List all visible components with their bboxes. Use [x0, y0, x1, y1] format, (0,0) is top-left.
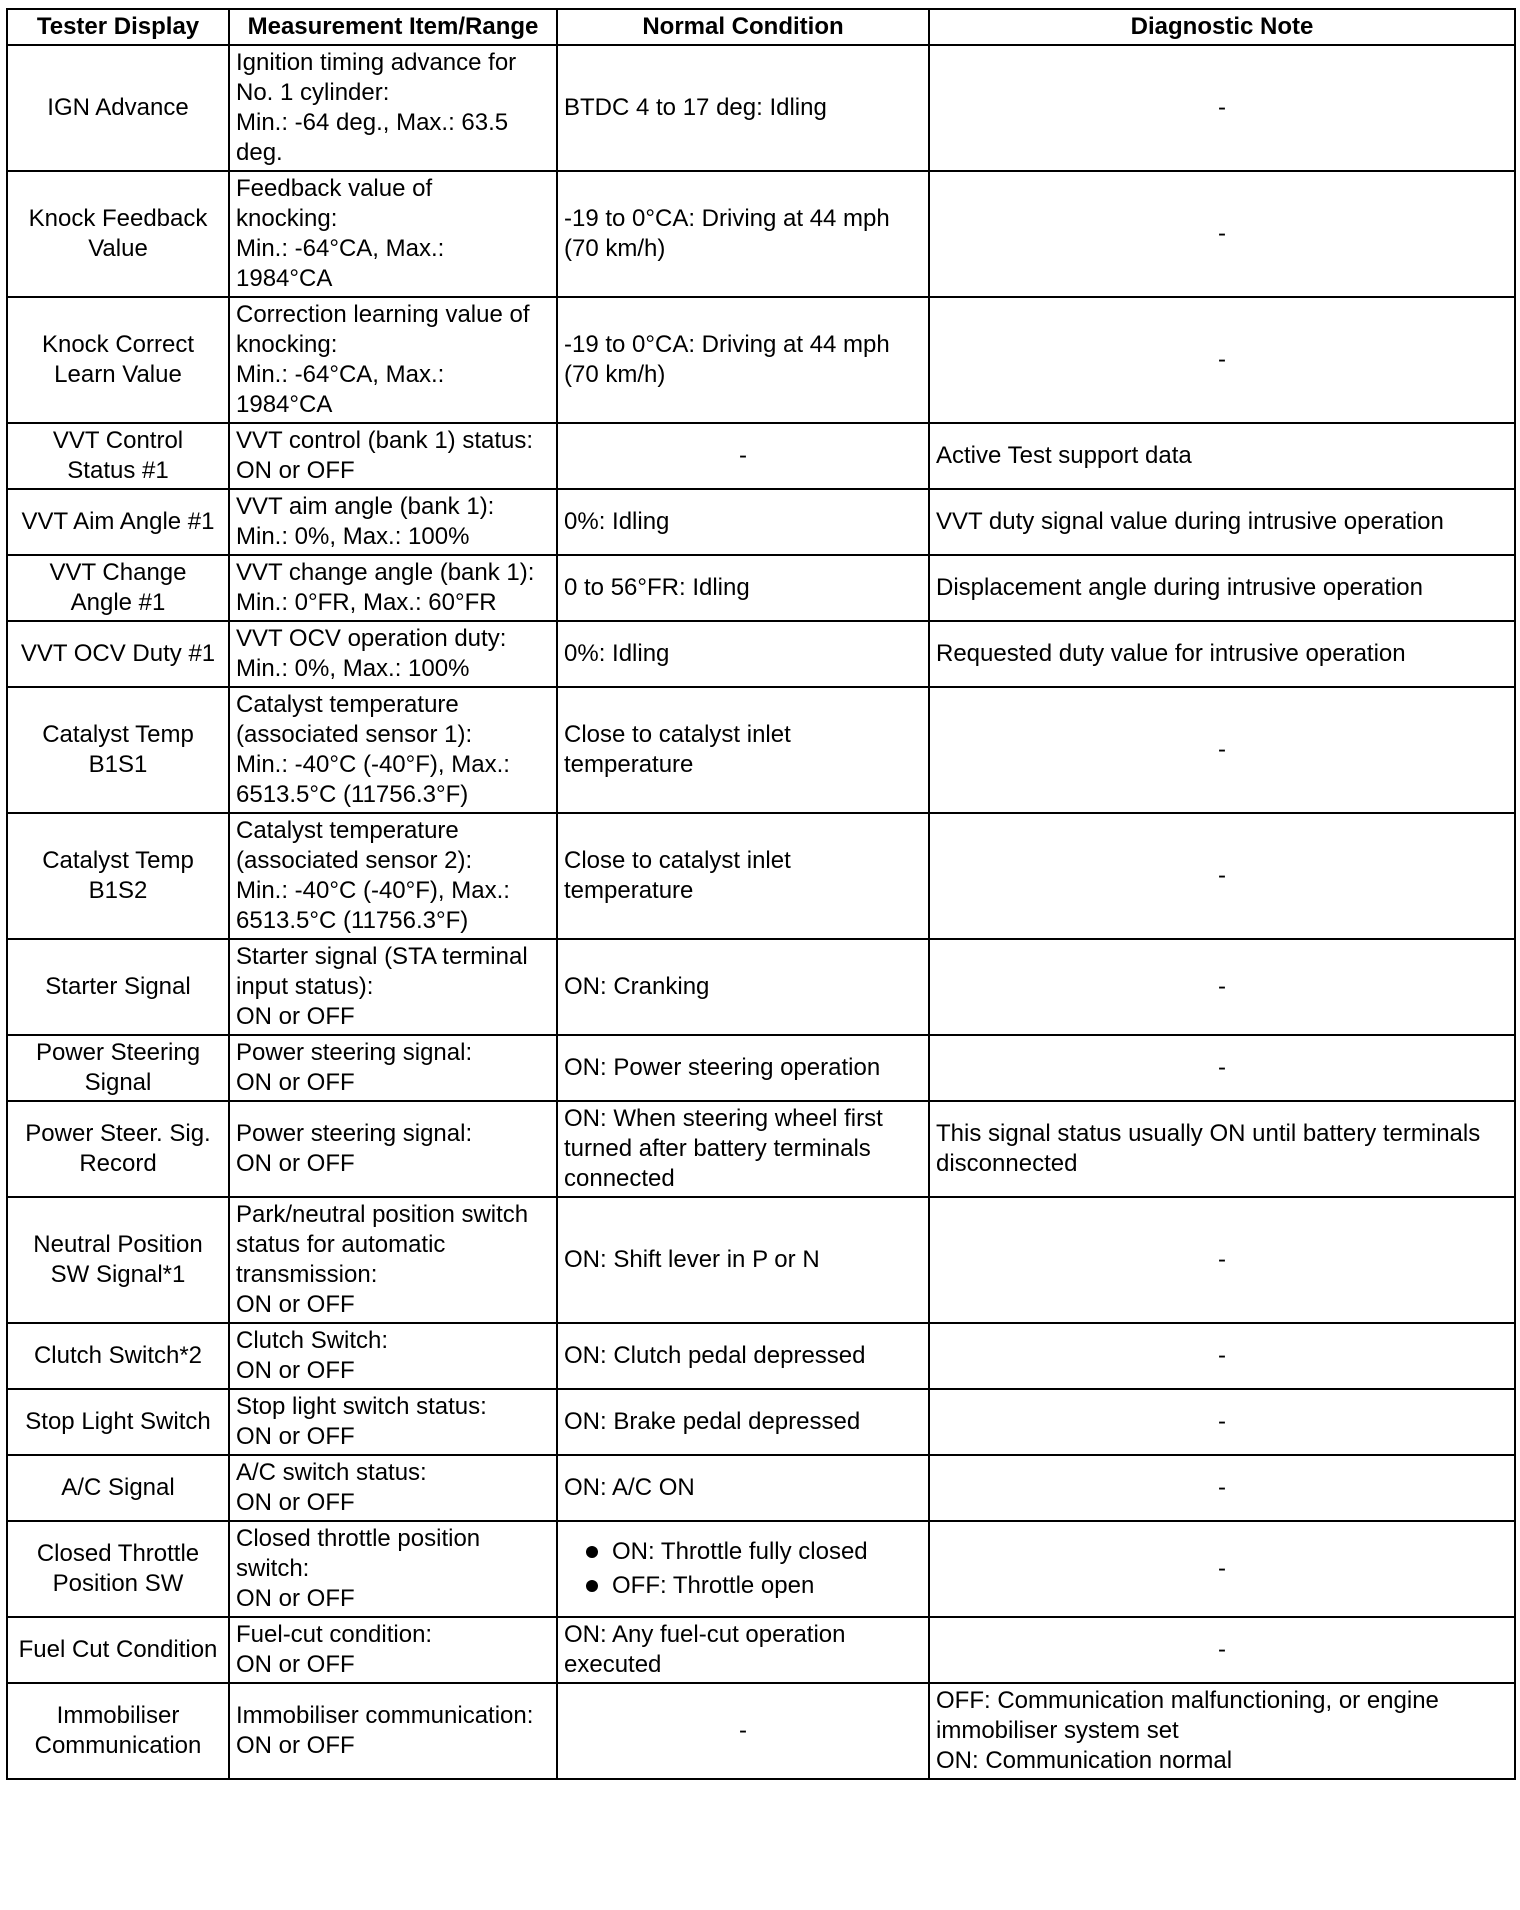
- diagnostic-note-cell: [929, 1521, 1515, 1617]
- header-diagnostic-note: Diagnostic Note: [929, 9, 1515, 45]
- data-list-table: [6, 8, 1516, 1780]
- cell-line: VVT OCV Duty #1: [20, 640, 216, 667]
- bullet-item: OFF: Throttle open: [586, 1569, 922, 1603]
- cell-line: ON or OFF: [236, 1150, 355, 1177]
- diagnostic-note-cell: [929, 45, 1515, 171]
- table-row: [7, 423, 1515, 489]
- cell-line: input status):: [236, 973, 374, 1000]
- diagnostic-note-cell: [929, 171, 1515, 297]
- cell-line: temperature: [564, 877, 694, 904]
- diagnostic-note-cell: [929, 687, 1515, 813]
- cell-line: Close to catalyst inlet: [564, 721, 791, 748]
- cell-line: temperature: [564, 751, 694, 778]
- cell-line: -: [739, 442, 747, 469]
- diagnostic-note-cell: [929, 297, 1515, 423]
- tester-display-cell: [7, 423, 229, 489]
- cell-line: OFF: Communication malfunctioning, or engine: [936, 1687, 1439, 1714]
- bullet-item: ON: Throttle fully closed: [586, 1535, 922, 1569]
- cell-line: B1S2: [88, 877, 148, 904]
- cell-line: Catalyst Temp: [42, 721, 194, 748]
- header-tester-display: Tester Display: [7, 9, 229, 45]
- cell-line: Catalyst Temp: [42, 847, 194, 874]
- cell-line: Position SW: [52, 1570, 184, 1597]
- cell-line: 1984°CA: [236, 391, 333, 418]
- cell-line: Min.: -64 deg., Max.: 63.5: [236, 109, 509, 136]
- cell-line: status for automatic: [236, 1231, 446, 1258]
- diagnostic-note-cell: [929, 1197, 1515, 1323]
- diagnostic-note-cell: [929, 1683, 1515, 1779]
- tester-display-cell: [7, 687, 229, 813]
- cell-line: (70 km/h): [564, 235, 666, 262]
- measurement-cell: [229, 939, 557, 1035]
- cell-line: Catalyst temperature: [236, 691, 459, 718]
- cell-line: Min.: -40°C (-40°F), Max.:: [236, 877, 510, 904]
- cell-line: ON or OFF: [236, 1651, 355, 1678]
- tester-display-cell: [7, 1389, 229, 1455]
- table-header-row: [7, 9, 1515, 45]
- cell-line: Closed throttle position: [236, 1525, 481, 1552]
- cell-line: ON: Clutch pedal depressed: [564, 1342, 866, 1369]
- measurement-cell: [229, 1035, 557, 1101]
- cell-line: ON or OFF: [236, 1357, 355, 1384]
- diagnostic-note-cell: [929, 1455, 1515, 1521]
- cell-line: ON: When steering wheel first: [564, 1105, 883, 1132]
- cell-line: Angle #1: [70, 589, 166, 616]
- table-row: [7, 489, 1515, 555]
- cell-line: Displacement angle during intrusive operation: [936, 574, 1423, 601]
- table-row: [7, 1323, 1515, 1389]
- tester-display-cell: [7, 1521, 229, 1617]
- cell-line: Immobiliser communication:: [236, 1702, 534, 1729]
- cell-line: Min.: 0%, Max.: 100%: [236, 523, 470, 550]
- diagnostic-note-cell: [929, 423, 1515, 489]
- cell-line: BTDC 4 to 17 deg: Idling: [564, 94, 827, 121]
- cell-line: -19 to 0°CA: Driving at 44 mph: [564, 331, 890, 358]
- measurement-cell: [229, 621, 557, 687]
- measurement-cell: [229, 423, 557, 489]
- data-list-table-container: [6, 8, 1516, 1780]
- bullet-list: [564, 1535, 922, 1603]
- cell-line: switch:: [236, 1555, 310, 1582]
- normal-condition-cell: [557, 555, 929, 621]
- cell-line: 0%: Idling: [564, 640, 670, 667]
- cell-line: ON or OFF: [236, 1423, 355, 1450]
- cell-line: Power Steering: [35, 1039, 201, 1066]
- table-row: [7, 1197, 1515, 1323]
- cell-line: Fuel-cut condition:: [236, 1621, 433, 1648]
- diagnostic-note-cell: [929, 1101, 1515, 1197]
- cell-line: ON or OFF: [236, 1069, 355, 1096]
- cell-line: 6513.5°C (11756.3°F): [236, 907, 469, 934]
- normal-condition-cell: [557, 813, 929, 939]
- measurement-cell: [229, 555, 557, 621]
- cell-line: Power steering signal:: [236, 1039, 473, 1066]
- cell-line: ON or OFF: [236, 1003, 355, 1030]
- cell-line: Requested duty value for intrusive operation: [936, 640, 1406, 667]
- table-row: [7, 1617, 1515, 1683]
- cell-line: ON or OFF: [236, 1291, 355, 1318]
- cell-line: Clutch Switch*2: [33, 1342, 203, 1369]
- tester-display-cell: [7, 1683, 229, 1779]
- cell-line: immobiliser system set: [936, 1717, 1179, 1744]
- cell-line: ON: Cranking: [564, 973, 710, 1000]
- normal-condition-cell: [557, 423, 929, 489]
- table-row: [7, 45, 1515, 171]
- measurement-cell: [229, 1389, 557, 1455]
- cell-line: IGN Advance: [47, 94, 189, 121]
- cell-line: connected: [564, 1165, 675, 1192]
- tester-display-cell: [7, 1455, 229, 1521]
- diagnostic-note-cell: [929, 1617, 1515, 1683]
- cell-line: Learn Value: [54, 361, 182, 388]
- header-normal-condition: Normal Condition: [557, 9, 929, 45]
- table-row: [7, 1101, 1515, 1197]
- cell-line: Min.: -40°C (-40°F), Max.:: [236, 751, 510, 778]
- normal-condition-cell: [557, 297, 929, 423]
- measurement-cell: [229, 1197, 557, 1323]
- cell-line: Ignition timing advance for: [236, 49, 517, 76]
- diagnostic-note-cell: [929, 1389, 1515, 1455]
- cell-line: -: [1218, 220, 1226, 247]
- measurement-cell: [229, 45, 557, 171]
- cell-line: -: [1218, 973, 1226, 1000]
- cell-line: -: [1218, 736, 1226, 763]
- cell-line: Stop light switch status:: [236, 1393, 487, 1420]
- cell-line: Power steering signal:: [236, 1120, 473, 1147]
- cell-line: -: [1218, 94, 1226, 121]
- measurement-cell: [229, 687, 557, 813]
- measurement-cell: [229, 1455, 557, 1521]
- cell-line: knocking:: [236, 331, 338, 358]
- cell-line: VVT Control: [52, 427, 184, 454]
- table-row: [7, 1389, 1515, 1455]
- cell-line: -: [1218, 1636, 1226, 1663]
- table-row: [7, 687, 1515, 813]
- cell-line: ON or OFF: [236, 1732, 355, 1759]
- cell-line: No. 1 cylinder:: [236, 79, 390, 106]
- table-row: [7, 1455, 1515, 1521]
- cell-line: VVT aim angle (bank 1):: [236, 493, 495, 520]
- normal-condition-cell: [557, 939, 929, 1035]
- cell-line: -: [1218, 862, 1226, 889]
- cell-line: -: [1218, 346, 1226, 373]
- cell-line: Min.: -64°CA, Max.:: [236, 361, 445, 388]
- cell-line: -19 to 0°CA: Driving at 44 mph: [564, 205, 890, 232]
- normal-condition-cell: [557, 1521, 929, 1617]
- cell-line: 0%: Idling: [564, 508, 670, 535]
- measurement-cell: [229, 1101, 557, 1197]
- tester-display-cell: [7, 489, 229, 555]
- cell-line: VVT OCV operation duty:: [236, 625, 507, 652]
- tester-display-cell: [7, 171, 229, 297]
- cell-line: Communication: [34, 1732, 202, 1759]
- cell-line: ON: Brake pedal depressed: [564, 1408, 861, 1435]
- cell-line: (associated sensor 2):: [236, 847, 473, 874]
- normal-condition-cell: [557, 687, 929, 813]
- cell-line: -: [739, 1717, 747, 1744]
- cell-line: Starter Signal: [45, 973, 191, 1000]
- normal-condition-cell: [557, 1617, 929, 1683]
- cell-line: knocking:: [236, 205, 338, 232]
- tester-display-cell: [7, 297, 229, 423]
- cell-line: Closed Throttle: [36, 1540, 200, 1567]
- table-row: [7, 939, 1515, 1035]
- table-row: [7, 621, 1515, 687]
- cell-line: A/C Signal: [61, 1474, 175, 1501]
- measurement-cell: [229, 171, 557, 297]
- cell-line: ON: Any fuel-cut operation: [564, 1621, 846, 1648]
- tester-display-cell: [7, 45, 229, 171]
- normal-condition-cell: [557, 1683, 929, 1779]
- cell-line: VVT control (bank 1) status:: [236, 427, 534, 454]
- cell-line: -: [1218, 1474, 1226, 1501]
- normal-condition-cell: [557, 45, 929, 171]
- normal-condition-cell: [557, 1101, 929, 1197]
- cell-line: Close to catalyst inlet: [564, 847, 791, 874]
- cell-line: (associated sensor 1):: [236, 721, 473, 748]
- cell-line: Park/neutral position switch: [236, 1201, 529, 1228]
- table-row: [7, 1683, 1515, 1779]
- tester-display-cell: [7, 939, 229, 1035]
- tester-display-cell: [7, 1197, 229, 1323]
- cell-line: -: [1218, 1246, 1226, 1273]
- measurement-cell: [229, 1323, 557, 1389]
- normal-condition-cell: [557, 1197, 929, 1323]
- cell-line: Status #1: [67, 457, 169, 484]
- cell-line: ON: Communication normal: [936, 1747, 1233, 1774]
- cell-line: Clutch Switch:: [236, 1327, 389, 1354]
- measurement-cell: [229, 489, 557, 555]
- cell-line: Min.: -64°CA, Max.:: [236, 235, 445, 262]
- cell-line: transmission:: [236, 1261, 378, 1288]
- cell-line: VVT change angle (bank 1):: [236, 559, 535, 586]
- tester-display-cell: [7, 1617, 229, 1683]
- cell-line: Knock Feedback: [28, 205, 208, 232]
- cell-line: Record: [79, 1150, 157, 1177]
- normal-condition-cell: [557, 1389, 929, 1455]
- normal-condition-cell: [557, 621, 929, 687]
- tester-display-cell: [7, 1035, 229, 1101]
- cell-line: Min.: 0°FR, Max.: 60°FR: [236, 589, 497, 616]
- tester-display-cell: [7, 813, 229, 939]
- cell-line: Fuel Cut Condition: [18, 1636, 218, 1663]
- cell-line: 1984°CA: [236, 265, 333, 292]
- cell-line: B1S1: [88, 751, 148, 778]
- normal-condition-cell: [557, 1035, 929, 1101]
- normal-condition-cell: [557, 171, 929, 297]
- table-row: [7, 1035, 1515, 1101]
- cell-line: Min.: 0%, Max.: 100%: [236, 655, 470, 682]
- cell-line: Feedback value of: [236, 175, 433, 202]
- diagnostic-note-cell: [929, 489, 1515, 555]
- normal-condition-cell: [557, 1323, 929, 1389]
- cell-line: -: [1218, 1342, 1226, 1369]
- cell-line: 0 to 56°FR: Idling: [564, 574, 750, 601]
- cell-line: ON or OFF: [236, 1489, 355, 1516]
- table-row: [7, 297, 1515, 423]
- table-row: [7, 813, 1515, 939]
- cell-line: ON: Shift lever in P or N: [564, 1246, 820, 1273]
- cell-line: ON: Power steering operation: [564, 1054, 881, 1081]
- cell-line: (70 km/h): [564, 361, 666, 388]
- cell-line: -: [1218, 1555, 1226, 1582]
- table-body: [7, 45, 1515, 1779]
- cell-line: VVT duty signal value during intrusive operation: [936, 508, 1444, 535]
- measurement-cell: [229, 1521, 557, 1617]
- cell-line: 6513.5°C (11756.3°F): [236, 781, 469, 808]
- cell-line: SW Signal*1: [50, 1261, 186, 1288]
- diagnostic-note-cell: [929, 813, 1515, 939]
- tester-display-cell: [7, 555, 229, 621]
- cell-line: A/C switch status:: [236, 1459, 427, 1486]
- table-row: [7, 1521, 1515, 1617]
- diagnostic-note-cell: [929, 1035, 1515, 1101]
- cell-line: This signal status usually ON until battery terminals: [936, 1120, 1481, 1147]
- measurement-cell: [229, 1617, 557, 1683]
- cell-line: Immobiliser: [56, 1702, 180, 1729]
- cell-line: VVT Aim Angle #1: [21, 508, 215, 535]
- diagnostic-note-cell: [929, 621, 1515, 687]
- cell-line: Stop Light Switch: [25, 1408, 211, 1435]
- cell-line: Starter signal (STA terminal: [236, 943, 528, 970]
- cell-line: ON or OFF: [236, 457, 355, 484]
- cell-line: disconnected: [936, 1150, 1078, 1177]
- normal-condition-cell: [557, 1455, 929, 1521]
- diagnostic-note-cell: [929, 555, 1515, 621]
- cell-line: Value: [88, 235, 148, 262]
- cell-line: Correction learning value of: [236, 301, 530, 328]
- cell-line: Knock Correct: [41, 331, 195, 358]
- cell-line: Neutral Position: [33, 1231, 203, 1258]
- table-row: [7, 171, 1515, 297]
- measurement-cell: [229, 297, 557, 423]
- measurement-cell: [229, 1683, 557, 1779]
- cell-line: Catalyst temperature: [236, 817, 459, 844]
- cell-line: -: [1218, 1408, 1226, 1435]
- header-measurement-item: Measurement Item/Range: [229, 9, 557, 45]
- cell-line: ON or OFF: [236, 1585, 355, 1612]
- cell-line: Signal: [84, 1069, 152, 1096]
- cell-line: Power Steer. Sig.: [25, 1120, 211, 1147]
- cell-line: turned after battery terminals: [564, 1135, 871, 1162]
- normal-condition-cell: [557, 489, 929, 555]
- cell-line: deg.: [236, 139, 283, 166]
- cell-line: Active Test support data: [936, 442, 1192, 469]
- table-row: [7, 555, 1515, 621]
- cell-line: ON: A/C ON: [564, 1474, 695, 1501]
- diagnostic-note-cell: [929, 939, 1515, 1035]
- tester-display-cell: [7, 1323, 229, 1389]
- diagnostic-note-cell: [929, 1323, 1515, 1389]
- measurement-cell: [229, 813, 557, 939]
- tester-display-cell: [7, 621, 229, 687]
- cell-line: VVT Change: [49, 559, 187, 586]
- cell-line: executed: [564, 1651, 662, 1678]
- cell-line: -: [1218, 1054, 1226, 1081]
- tester-display-cell: [7, 1101, 229, 1197]
